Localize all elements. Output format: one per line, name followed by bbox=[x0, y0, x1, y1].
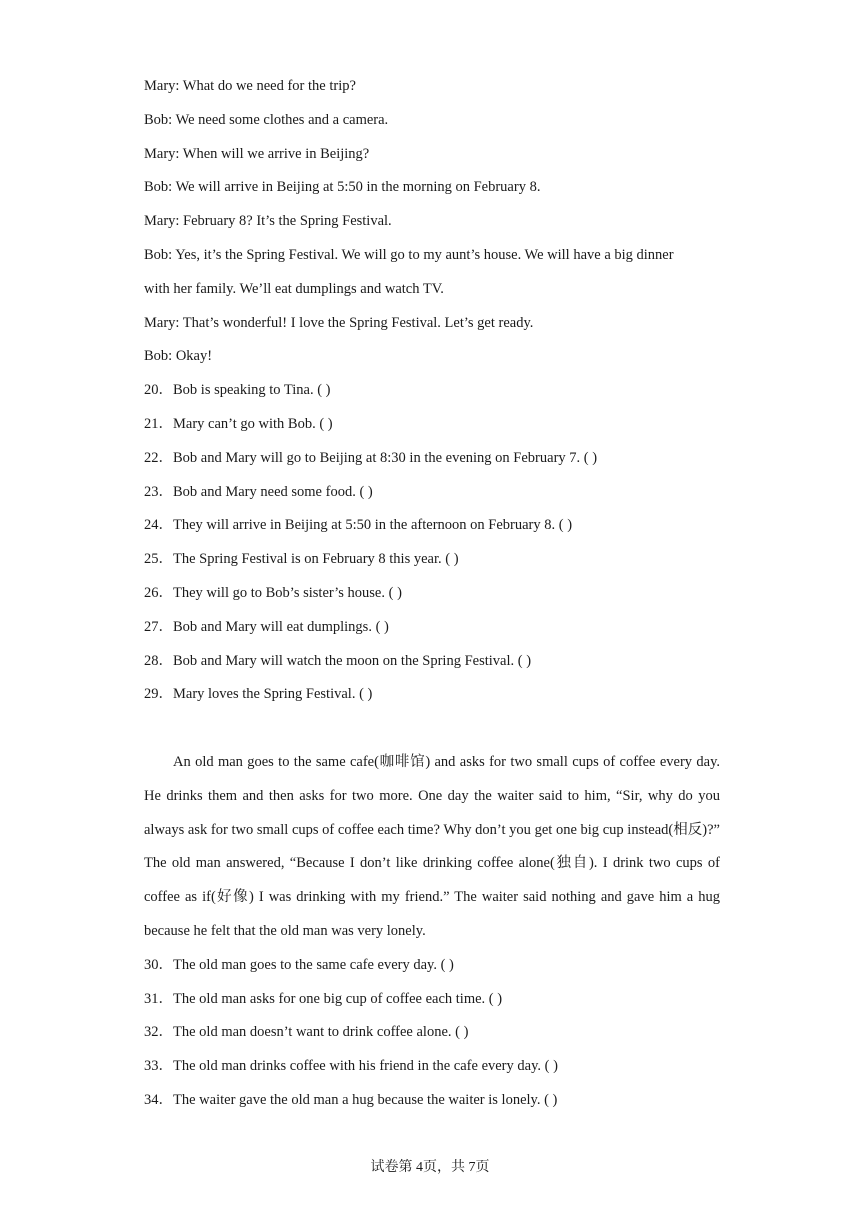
question-item: 27．Bob and Mary will eat dumplings. ( ) bbox=[144, 618, 389, 635]
question-item: 30．The old man goes to the same cafe every day. ( ) bbox=[144, 956, 454, 973]
question-item: 23．Bob and Mary need some food. ( ) bbox=[144, 483, 373, 500]
dialogue-line: Bob: Okay! bbox=[144, 348, 213, 365]
question-item: 26．They will go to Bob’s sister’s house. ( ) bbox=[144, 584, 402, 601]
question-item: 31．The old man asks for one big cup of coffee each time. ( ) bbox=[144, 990, 503, 1007]
question-item: 28．Bob and Mary will watch the moon on the Spring Festival. ( ) bbox=[144, 652, 532, 669]
dialogue-line: Bob: Yes, it’s the Spring Festival. We will go to my aunt’s house. We will have a big dinner bbox=[144, 246, 674, 263]
dialogue-line: Bob: We will arrive in Beijing at 5:50 in the morning on February 8. bbox=[144, 179, 541, 196]
dialogue-line: Mary: That’s wonderful! I love the Spring Festival. Let’s get ready. bbox=[144, 314, 534, 331]
page-content bbox=[144, 70, 720, 1118]
dialogue-line: Mary: What do we need for the trip? bbox=[144, 78, 356, 94]
question-list-b bbox=[144, 949, 720, 1118]
question-item: 29．Mary loves the Spring Festival. ( ) bbox=[144, 686, 373, 703]
question-item: 34．The waiter gave the old man a hug because the waiter is lonely. ( ) bbox=[144, 1091, 558, 1108]
dialogue-line: Mary: February 8? It’s the Spring Festival. bbox=[144, 213, 392, 230]
dialogue-line: Bob: We need some clothes and a camera. bbox=[144, 111, 389, 128]
dialogue-line: with her family. We’ll eat dumplings and watch TV. bbox=[144, 280, 444, 297]
section-spacer bbox=[144, 712, 720, 746]
page-footer: 试卷第 4页，共 7页 bbox=[370, 1160, 490, 1175]
dialogue-line: Mary: When will we arrive in Beijing? bbox=[144, 145, 370, 162]
question-item: 22．Bob and Mary will go to Beijing at 8:30 in the evening on February 7. ( ) bbox=[144, 449, 598, 466]
question-item: 21．Mary can’t go with Bob. ( ) bbox=[144, 415, 333, 432]
question-item: 24．They will arrive in Beijing at 5:50 in the afternoon on February 8. ( ) bbox=[144, 517, 573, 534]
question-item: 32．The old man doesn’t want to drink coffee alone. ( ) bbox=[144, 1024, 469, 1041]
dialogue bbox=[144, 70, 720, 374]
question-item: 25．The Spring Festival is on February 8 this year. ( ) bbox=[144, 551, 459, 568]
question-item: 33．The old man drinks coffee with his friend in the cafe every day. ( ) bbox=[144, 1058, 558, 1075]
reading-passage: An old man goes to the same cafe(咖啡馆) and asks for two small cups of coffee every day. He drinks them and then asks for two more. One day the waiter said to him, “Sir, why do you always ask for two small cups of coffee each time? Why don’t you get one big cup instead(相反)?” The old man answered, “Because I don’t like drinking coffee alone(独自). I drink two cups of coffee as if(好像) I was drinking with my friend.” The waiter said nothing and gave him a hug because he felt that the old man was very lonely. bbox=[144, 753, 720, 939]
question-list-a bbox=[144, 374, 720, 712]
question-item: 20．Bob is speaking to Tina. ( ) bbox=[144, 382, 331, 399]
